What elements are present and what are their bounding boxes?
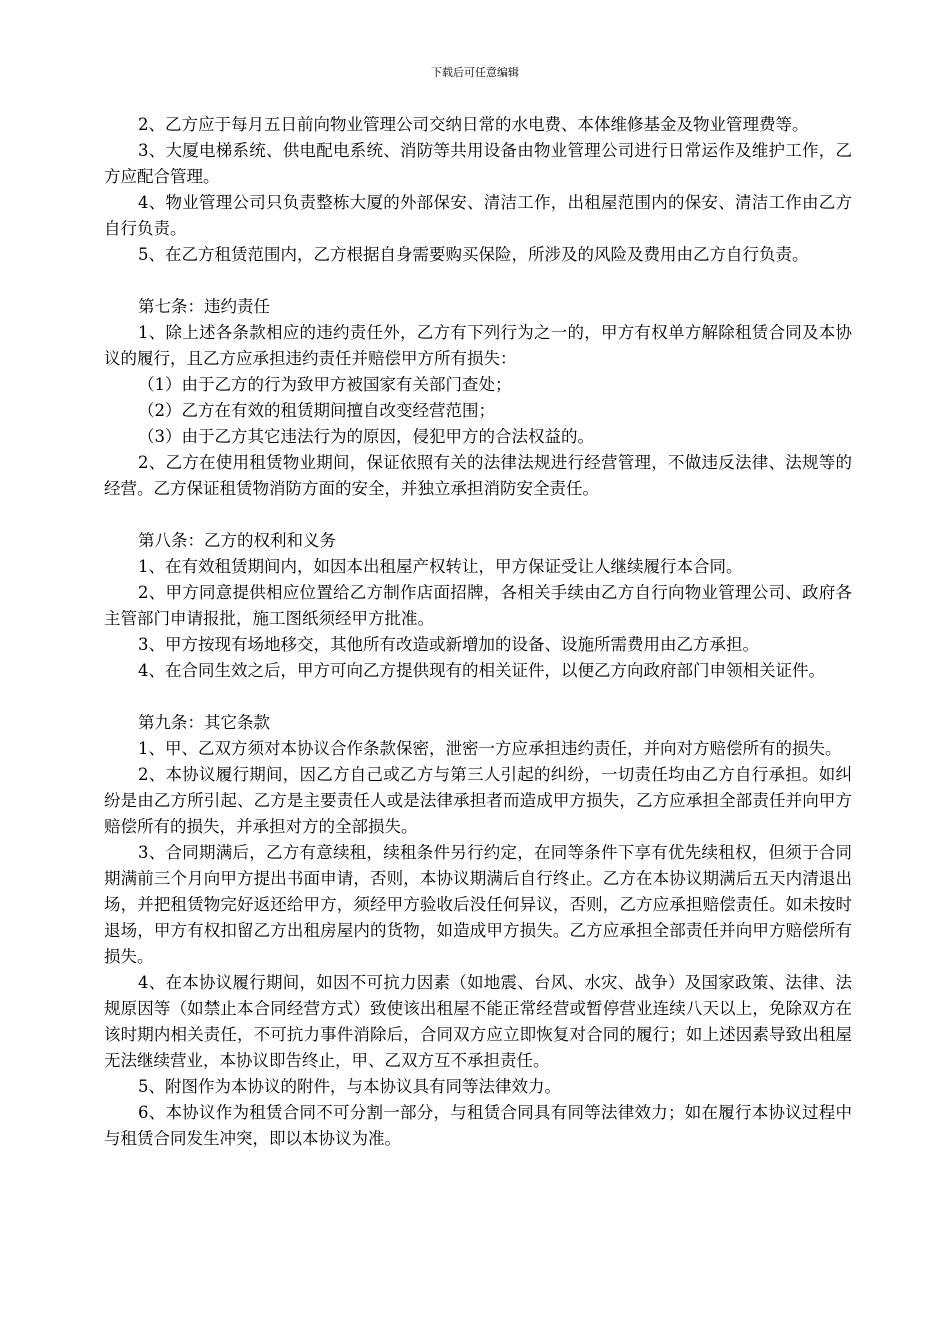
document-paragraph: 3、合同期满后，乙方有意续租，续租条件另行约定，在同等条件下享有优先续租权，但须于合同期满前三个月向甲方提出书面申请，否则，本协议期满后自行终止。乙方在本协议期满后五天内清退出场，并把租赁物完好返还给甲方，须经甲方验收后没任何异议，否则，乙方应承担赔偿责任。如未按时退场，甲方有权扣留乙方出租房屋内的货物，如造成甲方损失。乙方应承担全部责任并向甲方赔偿所有损失。	[104, 843, 852, 966]
document-paragraph: 1、除上述各条款相应的违约责任外，乙方有下列行为之一的，甲方有权单方解除租赁合同及本协议的履行，且乙方应承担违约责任并赔偿甲方所有损失：	[104, 323, 852, 368]
document-paragraph: 5、附图作为本协议的附件，与本协议具有同等法律效力。	[138, 1077, 561, 1096]
document-paragraph: 1、在有效租赁期间内，如因本出租屋产权转让，甲方保证受让人继续履行本合同。	[138, 557, 743, 576]
document-paragraph: 6、本协议作为租赁合同不可分割一部分，与租赁合同具有同等法律效力；如在履行本协议过程中与租赁合同发生冲突，即以本协议为准。	[104, 1103, 852, 1148]
document-paragraph: 3、大厦电梯系统、供电配电系统、消防等共用设备由物业管理公司进行日常运作及维护工作，乙方应配合管理。	[104, 141, 852, 186]
document-paragraph: 第七条：违约责任	[138, 297, 270, 316]
document-paragraph: 第九条：其它条款	[138, 713, 270, 732]
document-paragraph: 5、在乙方租赁范围内，乙方根据自身需要购买保险，所涉及的风险及费用由乙方自行负责。	[138, 245, 809, 264]
document-paragraph: 3、甲方按现有场地移交，其他所有改造或新增加的设备、设施所需费用由乙方承担。	[138, 635, 759, 654]
document-paragraph: 1、甲、乙双方须对本协议合作条款保密，泄密一方应承担违约责任，并向对方赔偿所有的损失。	[138, 739, 842, 758]
document-paragraph: 2、乙方在使用租赁物业期间，保证依照有关的法律法规进行经营管理，不做违反法律、法规等的经营。乙方保证租赁物消防方面的安全，并独立承担消防安全责任。	[104, 453, 852, 498]
document-paragraph: （2）乙方在有效的租赁期间擅自改变经营范围；	[138, 401, 495, 420]
document-paragraph: 4、在合同生效之后，甲方可向乙方提供现有的相关证件，以便乙方向政府部门申领相关证件。	[138, 661, 825, 680]
document-paragraph: 第八条：乙方的权利和义务	[138, 531, 336, 550]
document-body	[104, 112, 852, 1152]
document-paragraph: （3）由于乙方其它违法行为的原因，侵犯甲方的合法权益的。	[138, 427, 594, 446]
page-header: 下载后可任意编辑	[431, 66, 519, 79]
document-paragraph: 4、在本协议履行期间，如因不可抗力因素（如地震、台风、水灾、战争）及国家政策、法律、法规原因等（如禁止本合同经营方式）致使该出租屋不能正常经营或暂停营业连续八天以上，免除双方在该时期内相关责任，不可抗力事件消除后，合同双方应立即恢复对合同的履行；如上述因素导致出租屋无法继续营业，本协议即告终止，甲、乙双方互不承担责任。	[104, 973, 852, 1070]
document-paragraph: 4、物业管理公司只负责整栋大厦的外部保安、清洁工作，出租屋范围内的保安、清洁工作由乙方自行负责。	[104, 193, 852, 238]
document-paragraph: 2、乙方应于每月五日前向物业管理公司交纳日常的水电费、本体维修基金及物业管理费等。	[138, 115, 809, 134]
document-paragraph: 2、甲方同意提供相应位置给乙方制作店面招牌，各相关手续由乙方自行向物业管理公司、政府各主管部门申请报批，施工图纸须经甲方批准。	[104, 583, 852, 628]
document-paragraph: （1）由于乙方的行为致甲方被国家有关部门查处；	[138, 375, 512, 394]
document-paragraph: 2、本协议履行期间，因乙方自己或乙方与第三人引起的纠纷，一切责任均由乙方自行承担。如纠纷是由乙方所引起、乙方是主要责任人或是法律承担者而造成甲方损失，乙方应承担全部责任并向甲方赔偿所有的损失，并承担对方的全部损失。	[104, 765, 852, 836]
